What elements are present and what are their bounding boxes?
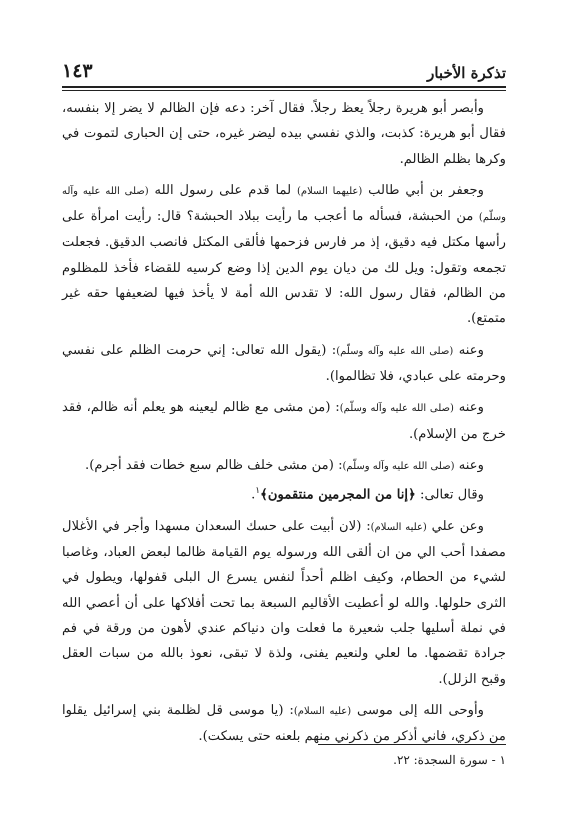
body-text [62, 96, 506, 756]
text-segment: : (من مشى مع ظالم ليعينه هو يعلم أنه ظالم، فقد خرج من الإسلام). [62, 400, 506, 442]
quran-quote: ﴿إنا من المجرمين منتقمون﴾ [260, 487, 416, 503]
text-segment: من الحبشة، فسأله ما أعجب ما رأيت ببلاد الحبشة؟ قال: رأيت امرأة على رأسها مكتل فيه دقيق، إذ مر فارس فزحمها فألقى المكتل فانصب الدقيق. فجعلت تجمعه وتقول: ويل لك من ديان يوم الدين إذا وضع كرسيه للقضاء فأخذ للمظلوم من الظالم، فقال رسول الله: لا تقدس الله أمة لا يأخذ فيها لضعيفها حقه غير متمتع). [62, 209, 506, 327]
text-segment: : (يا موسى قل لظلمة بني إسرائيل يقلوا من ذكري، فاني أذكر من ذكرني منهم بلعنه حتى يسكت). [62, 702, 506, 745]
honorific: (صلى الله عليه وآله وسلّم) [336, 345, 454, 357]
paragraph-musa [62, 698, 506, 750]
header-rule-thin [62, 90, 506, 91]
text-segment: وعنه [453, 342, 484, 358]
footnote-marker: ١ [255, 486, 261, 497]
text-segment: وعن علي [426, 518, 485, 534]
paragraph-hadith-1 [62, 338, 506, 390]
header-rule-thick [62, 86, 506, 88]
paragraph-quran-verse [62, 479, 506, 508]
paragraph-abu-hurayra: وأبصر أبو هريرة رجلاً يعظ رجلاً. فقال آخر: دعه فإن الظالم لا يضر إلا بنفسه، فقال أبو هريرة: كذبت، والذي نفسي بيده ليضر غيره، حتى إن الحبارى لتموت في وكرها بظلم الظالم. [62, 101, 506, 167]
honorific: (صلى الله عليه وآله وسلّم) [62, 185, 506, 224]
text-segment: : (يقول الله تعالى: إني حرمت الظلم على نفسي وحرمته على عبادي، فلا تظالموا). [62, 342, 506, 384]
footnote: ١ - سورة السجدة: ٢٢. [393, 753, 506, 767]
honorific: (عليه السلام) [370, 521, 427, 533]
paragraph-jafar [62, 178, 506, 332]
text-segment: وجعفر بن أبي طالب [362, 182, 484, 198]
honorific: (عليهما السلام) [296, 185, 363, 197]
paragraph-hadith-3 [62, 453, 506, 479]
text-segment: لما قدم على رسول الله [148, 182, 297, 198]
text-segment: : (لان أبيت على حسك السعدان مسهدا وأجر في الأغلال مصفدا أحب الي من ان ألقى الله ورسوله يوم القيامة ظالما لبعض العباد، وغاصبا لشيء من الحطام، وكيف اظلم أحداً لنفس يسرع ال البلى قفولها، ويطول في الثرى حلولها. والله لو أعطيت الأقاليم السبعة بما تحت أفلاكها على أن أعصي الله في نملة أسليها جلب شعيرة ما فعلت وان دنياكم عندي لأهون من ورقة في فم جرادة تقضمها. ما لعلي ولنعيم يفنى، ولذة لا تبقى، نعوذ بالله من سبات العقل وقبح الزلل). [62, 518, 506, 687]
honorific: (عليه السلام) [293, 705, 352, 717]
running-header [62, 56, 506, 82]
text-segment: وعنه [454, 457, 484, 473]
text-segment: وعنه [453, 400, 484, 416]
honorific: (صلى الله عليه وآله وسلّم) [342, 460, 455, 472]
honorific: (صلى الله عليه وآله وسلّم) [339, 403, 454, 415]
text-segment: وقال تعالى: [415, 487, 484, 503]
footnote-rule [318, 744, 506, 745]
text-segment: : (من مشى خلف ظالم سبع خطات فقد أجرم). [85, 457, 343, 473]
text-segment: وأوحى الله إلى موسى [351, 702, 485, 718]
paragraph-ali [62, 514, 506, 692]
book-title: تذكرة الأخبار [427, 64, 506, 82]
text-segment: . [251, 487, 256, 503]
page-number: ١٤٣ [62, 60, 93, 82]
paragraph-hadith-2 [62, 395, 506, 447]
